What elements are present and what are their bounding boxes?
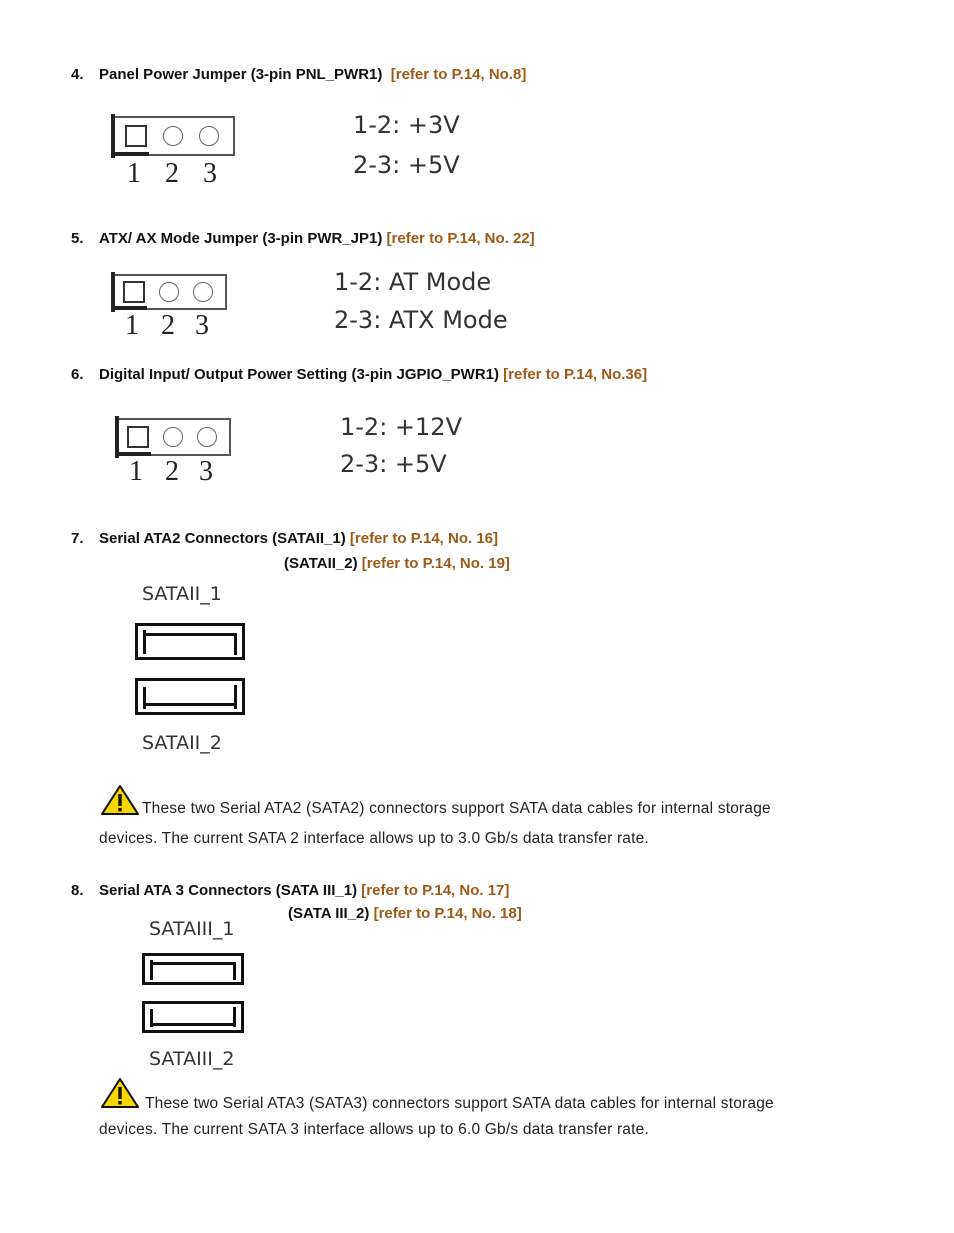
section-title: Panel Power Jumper (3-pin PNL_PWR1) <box>99 66 383 83</box>
pin-3 <box>193 282 213 302</box>
connector-label: SATAIII_2 <box>149 1048 235 1070</box>
pin-label: 3 <box>195 310 209 341</box>
section-title: Digital Input/ Output Power Setting (3-pin JGPIO_PWR1) <box>99 366 499 383</box>
jumper-setting: 1-2: +12V <box>340 413 462 441</box>
pin-label: 2 <box>165 158 179 189</box>
sata-key <box>153 1023 235 1026</box>
page-reference: [refer to P.14, No.36] <box>503 366 648 383</box>
jumper-setting: 1-2: +3V <box>353 111 460 139</box>
connector-label: SATAIII_1 <box>149 918 235 940</box>
note-text: devices. The current SATA 2 interface allows up to 3.0 Gb/s data transfer rate. <box>99 830 649 847</box>
sata-key <box>234 685 237 709</box>
pin-label: 2 <box>161 310 175 341</box>
connector-label: SATAII_1 <box>142 583 222 605</box>
jumper-setting: 2-3: +5V <box>340 450 447 478</box>
jumper-marker <box>111 152 149 156</box>
pin-2 <box>163 427 183 447</box>
jumper-diagram-pnl-pwr1 <box>111 114 237 190</box>
pin-label: 2 <box>165 456 179 487</box>
jumper-setting: 2-3: +5V <box>353 151 460 179</box>
section-number: 6. <box>71 366 84 383</box>
page-reference: [refer to P.14, No. 22] <box>386 230 535 247</box>
sata-connector-3 <box>142 953 244 985</box>
pin-2 <box>163 126 183 146</box>
section-number: 4. <box>71 66 84 83</box>
sata-key <box>233 1007 236 1027</box>
section-title: Serial ATA2 Connectors (SATAII_1) <box>99 530 346 547</box>
sub-title: (SATA III_2) <box>288 905 370 922</box>
page-reference: [refer to P.14, No. 17] <box>361 882 510 899</box>
page-reference: [refer to P.14, No.8] <box>390 66 527 83</box>
sata-connector-1 <box>135 623 245 660</box>
section-6-heading <box>71 366 647 383</box>
page-reference: [refer to P.14, No. 16] <box>349 530 499 547</box>
section-5-heading <box>71 230 535 247</box>
sata-key <box>146 633 236 636</box>
section-4-heading <box>71 66 526 83</box>
pin-label: 1 <box>127 158 141 189</box>
pin-1-square <box>123 281 145 303</box>
section-7-subheading <box>284 555 510 572</box>
note-text: devices. The current SATA 3 interface allows up to 6.0 Gb/s data transfer rate. <box>99 1121 649 1138</box>
jumper-setting: 1-2: AT Mode <box>334 268 492 296</box>
section-number: 7. <box>71 530 84 547</box>
pin-3 <box>197 427 217 447</box>
sata-connector-2 <box>135 678 245 715</box>
note-text: These two Serial ATA3 (SATA3) connectors support SATA data cables for internal storage <box>145 1095 774 1112</box>
page-reference: [refer to P.14, No. 18] <box>373 905 522 922</box>
pin-label: 3 <box>199 456 213 487</box>
pin-1-square <box>125 125 147 147</box>
section-number: 5. <box>71 230 84 247</box>
section-number: 8. <box>71 882 84 899</box>
section-8-heading <box>71 882 509 899</box>
section-7-heading <box>71 530 498 547</box>
sata-key <box>233 962 236 980</box>
warning-icon <box>100 1077 140 1109</box>
jumper-diagram-pwr-jp1 <box>111 272 229 344</box>
note-text: These two Serial ATA2 (SATA2) connectors support SATA data cables for internal storage <box>142 800 771 817</box>
jumper-setting: 2-3: ATX Mode <box>334 306 508 334</box>
pin-label: 3 <box>203 158 217 189</box>
sata-connector-4 <box>142 1001 244 1033</box>
warning-icon <box>100 784 140 816</box>
sata-key <box>146 703 236 706</box>
section-title: Serial ATA 3 Connectors (SATA III_1) <box>99 882 358 899</box>
pin-label: 1 <box>125 310 139 341</box>
section-title: ATX/ AX Mode Jumper (3-pin PWR_JP1) <box>99 230 383 247</box>
sata-key <box>234 633 237 655</box>
pin-2 <box>159 282 179 302</box>
sata-key <box>153 962 235 965</box>
pin-1-square <box>127 426 149 448</box>
pin-label: 1 <box>129 456 143 487</box>
jumper-diagram-jgpio-pwr1 <box>115 416 233 490</box>
pin-3 <box>199 126 219 146</box>
sub-title: (SATAII_2) <box>284 555 358 572</box>
page-reference: [refer to P.14, No. 19] <box>361 555 510 572</box>
section-8-subheading <box>288 905 522 922</box>
connector-label: SATAII_2 <box>142 732 222 754</box>
